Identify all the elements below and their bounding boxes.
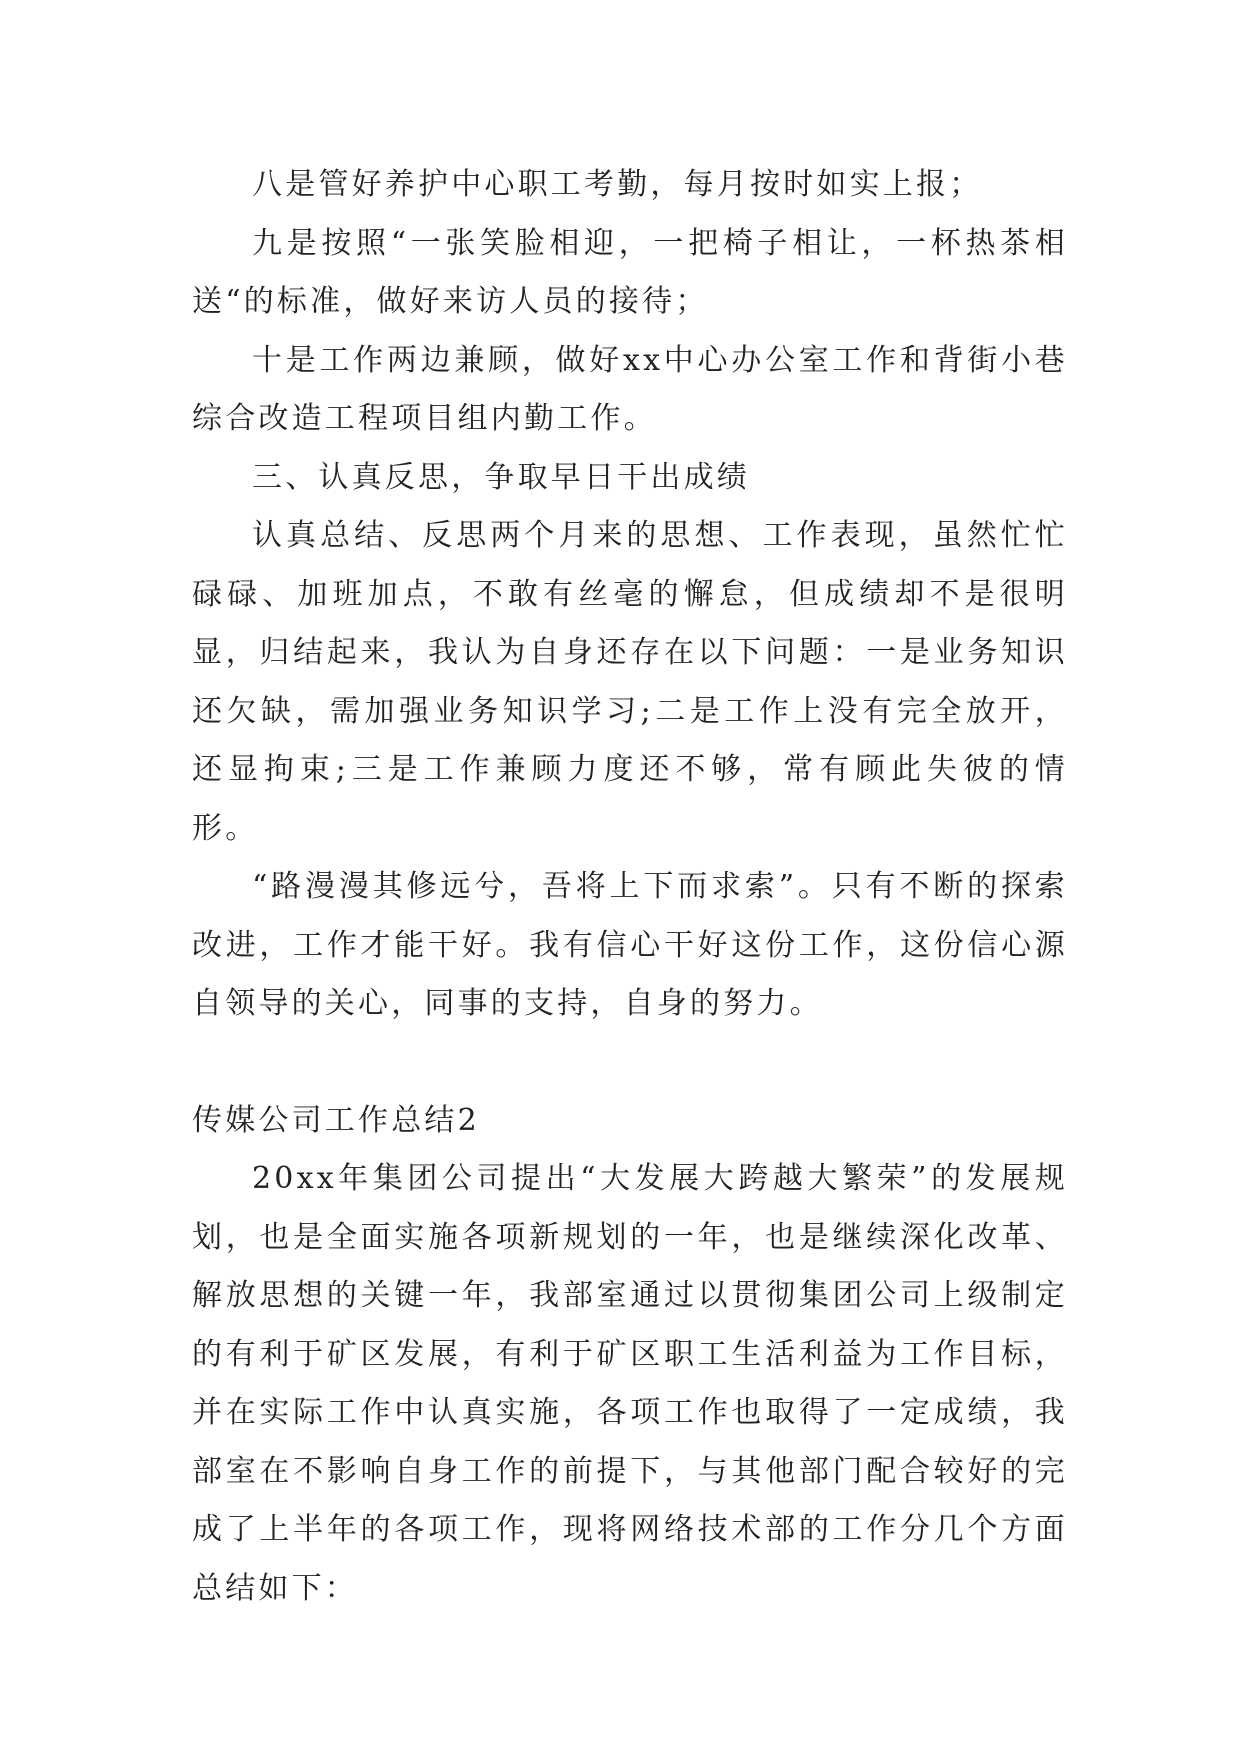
paragraph-dual-work: 十是工作两边兼顾，做好xx中心办公室工作和背街小巷综合改造工程项目组内勤工作。 xyxy=(192,342,1068,436)
paragraph-summary: 20xx年集团公司提出“大发展大跨越大繁荣”的发展规划，也是全面实施各项新规划的一年，也是继续深化改革、解放思想的关键一年，我部室通过以贯彻集团公司上级制定的有利于矿区发展，有利于矿区职工生活利益为工作目标，并在实际工作中认真实施，各项工作也取得了一定成绩，我部室在不影响自身工作的前提下，与其他部门配合较好的完成了上半年的各项工作，现将网络技术部的工作分几个方面总结如下： xyxy=(192,1161,1068,1606)
section-heading: 三、认真反思，争取早日干出成绩 xyxy=(252,459,750,495)
paragraph-quote: “路漫漫其修远兮，吾将上下而求索”。只有不断的探索改进，工作才能干好。我有信心干好这份工作，这份信心源自领导的关心，同事的支持，自身的努力。 xyxy=(192,869,1068,1021)
document-body xyxy=(192,156,1068,1618)
paragraph-reception: 九是按照“一张笑脸相迎，一把椅子相让，一杯热茶相送“的标准，做好来访人员的接待； xyxy=(192,225,1068,319)
document-title: 传媒公司工作总结2 xyxy=(192,1102,480,1138)
paragraph-attendance: 八是管好养护中心职工考勤，每月按时如实上报； xyxy=(252,167,983,202)
paragraph-reflection: 认真总结、反思两个月来的思想、工作表现，虽然忙忙碌碌、加班加点，不敢有丝毫的懈怠，但成绩却不是很明显，归结起来，我认为自身还存在以下问题：一是业务知识还欠缺，需加强业务知识学习;二是工作上没有完全放开，还显拘束;三是工作兼顾力度还不够，常有顾此失彼的情形。 xyxy=(192,518,1068,846)
